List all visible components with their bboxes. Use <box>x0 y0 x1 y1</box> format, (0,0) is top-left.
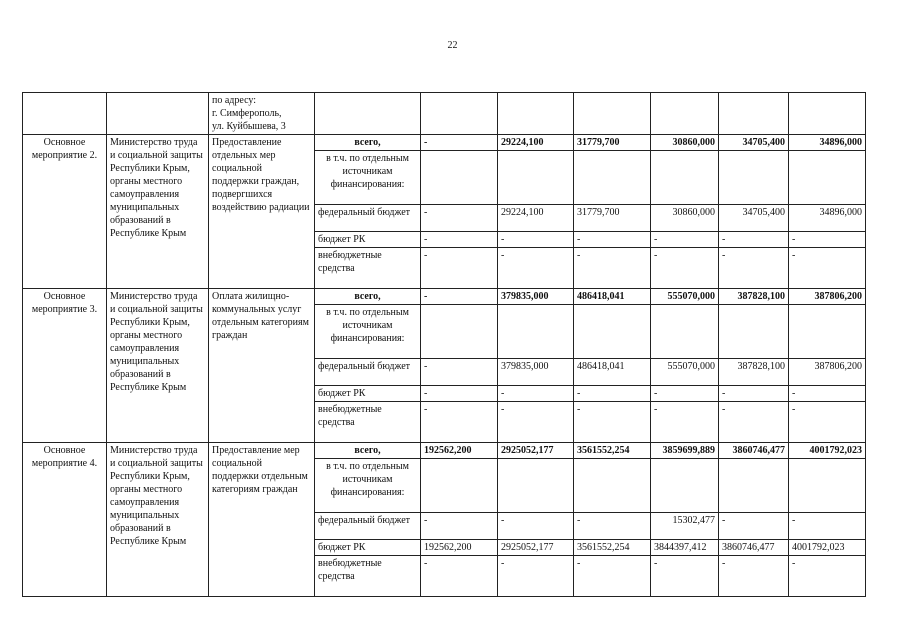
budget-table <box>22 92 866 597</box>
funding-value-cell: - <box>789 386 866 402</box>
funding-value-cell: - <box>574 402 651 443</box>
funding-value-cell: 31779,700 <box>574 205 651 232</box>
continuation-cell-executor <box>107 93 209 135</box>
funding-value-cell: - <box>421 232 498 248</box>
funding-value-cell: 486418,041 <box>574 289 651 305</box>
funding-source-label: в т.ч. по отдельным источникам финансирования: <box>315 151 421 205</box>
funding-value-cell: 486418,041 <box>574 359 651 386</box>
continuation-row <box>23 93 866 135</box>
funding-source-label: внебюджетные средства <box>315 248 421 289</box>
funding-value-cell <box>498 305 574 359</box>
funding-value-cell: - <box>719 402 789 443</box>
funding-source-label: внебюджетные средства <box>315 402 421 443</box>
funding-value-cell: 192562,200 <box>421 540 498 556</box>
funding-value-cell: 379835,000 <box>498 289 574 305</box>
funding-value-cell <box>651 459 719 513</box>
funding-value-cell: - <box>719 386 789 402</box>
funding-source-label: всего, <box>315 289 421 305</box>
funding-value-cell <box>789 459 866 513</box>
funding-value-cell: - <box>421 205 498 232</box>
funding-source-label: внебюджетные средства <box>315 556 421 597</box>
funding-source-label: бюджет РК <box>315 540 421 556</box>
funding-value-cell: - <box>421 402 498 443</box>
funding-source-label: бюджет РК <box>315 232 421 248</box>
funding-value-cell: 34896,000 <box>789 205 866 232</box>
funding-value-cell: 4001792,023 <box>789 540 866 556</box>
page-number: 22 <box>447 40 458 51</box>
funding-value-cell <box>421 459 498 513</box>
funding-value-cell: 15302,477 <box>651 513 719 540</box>
funding-value-cell: - <box>421 359 498 386</box>
funding-value-cell: - <box>574 386 651 402</box>
measure-name: Основное мероприятие 3. <box>23 289 107 443</box>
funding-value-cell: - <box>421 513 498 540</box>
funding-value-cell <box>498 459 574 513</box>
funding-value-cell: 4001792,023 <box>789 443 866 459</box>
funding-value-cell: 30860,000 <box>651 135 719 151</box>
funding-value-cell <box>574 151 651 205</box>
funding-value-cell: - <box>574 232 651 248</box>
funding-value-cell: - <box>789 248 866 289</box>
funding-value-cell <box>498 151 574 205</box>
funding-value-cell: 3860746,477 <box>719 540 789 556</box>
funding-source-label: федеральный бюджет <box>315 359 421 386</box>
funding-value-cell: 3859699,889 <box>651 443 719 459</box>
funding-value-cell: - <box>789 556 866 597</box>
funding-value-cell: - <box>574 248 651 289</box>
funding-value-cell: - <box>789 402 866 443</box>
funding-value-cell: 2925052,177 <box>498 540 574 556</box>
funding-source-label: федеральный бюджет <box>315 513 421 540</box>
funding-source-label: в т.ч. по отдельным источникам финансирования: <box>315 459 421 513</box>
funding-value-cell: 387806,200 <box>789 289 866 305</box>
funding-value-cell: 3561552,254 <box>574 443 651 459</box>
funding-value-cell: - <box>651 232 719 248</box>
funding-value-cell: - <box>421 248 498 289</box>
measure-description: Предоставление отдельных мер социальной поддержки граждан, подвергшихся воздействию радиации <box>209 135 315 289</box>
funding-value-cell: 34896,000 <box>789 135 866 151</box>
funding-value-cell: 387806,200 <box>789 359 866 386</box>
measure-executor: Министерство труда и социальной защиты Республики Крым, органы местного самоуправления муниципальных образований в Республике Крым <box>107 135 209 289</box>
measure-description: Оплата жилищно-коммунальных услуг отдельным категориям граждан <box>209 289 315 443</box>
funding-value-cell: - <box>421 386 498 402</box>
funding-value-cell: - <box>498 386 574 402</box>
funding-value-cell <box>574 305 651 359</box>
funding-value-cell: - <box>574 513 651 540</box>
funding-value-cell: 555070,000 <box>651 289 719 305</box>
funding-source-label: всего, <box>315 135 421 151</box>
funding-value-cell: 3844397,412 <box>651 540 719 556</box>
funding-value-cell <box>719 151 789 205</box>
funding-value-cell: 192562,200 <box>421 443 498 459</box>
funding-value-cell: - <box>789 232 866 248</box>
funding-value-cell <box>789 151 866 205</box>
funding-value-cell: - <box>498 556 574 597</box>
funding-value-cell: 379835,000 <box>498 359 574 386</box>
funding-value-cell <box>651 305 719 359</box>
funding-value-cell: 29224,100 <box>498 205 574 232</box>
funding-value-cell: - <box>421 556 498 597</box>
funding-value-cell: - <box>574 556 651 597</box>
funding-value-cell: 31779,700 <box>574 135 651 151</box>
measure-name: Основное мероприятие 2. <box>23 135 107 289</box>
funding-value-cell <box>719 459 789 513</box>
funding-value-cell: - <box>651 248 719 289</box>
funding-source-label: в т.ч. по отдельным источникам финансирования: <box>315 305 421 359</box>
funding-value-cell <box>421 151 498 205</box>
funding-value-cell: - <box>498 402 574 443</box>
funding-source-label: федеральный бюджет <box>315 205 421 232</box>
funding-value-cell: 387828,100 <box>719 289 789 305</box>
funding-value-cell: - <box>651 556 719 597</box>
funding-value-cell <box>421 305 498 359</box>
funding-value-cell <box>789 305 866 359</box>
funding-source-label: всего, <box>315 443 421 459</box>
measure-total-row <box>23 289 866 305</box>
measure-executor: Министерство труда и социальной защиты Республики Крым, органы местного самоуправления муниципальных образований в Республике Крым <box>107 443 209 597</box>
funding-value-cell: 2925052,177 <box>498 443 574 459</box>
funding-value-cell: - <box>498 232 574 248</box>
funding-value-cell: - <box>421 289 498 305</box>
funding-value-cell: 34705,400 <box>719 135 789 151</box>
funding-value-cell: - <box>498 513 574 540</box>
funding-value-cell: - <box>651 386 719 402</box>
funding-value-cell: - <box>789 513 866 540</box>
funding-value-cell: - <box>498 248 574 289</box>
measure-name: Основное мероприятие 4. <box>23 443 107 597</box>
funding-value-cell <box>574 459 651 513</box>
funding-value-cell: 34705,400 <box>719 205 789 232</box>
measure-total-row <box>23 135 866 151</box>
funding-value-cell: 30860,000 <box>651 205 719 232</box>
funding-value-cell: 3561552,254 <box>574 540 651 556</box>
measure-total-row <box>23 443 866 459</box>
measure-executor: Министерство труда и социальной защиты Республики Крым, органы местного самоуправления муниципальных образований в Республике Крым <box>107 289 209 443</box>
funding-value-cell: - <box>719 556 789 597</box>
funding-value-cell: 29224,100 <box>498 135 574 151</box>
funding-value-cell: 387828,100 <box>719 359 789 386</box>
funding-value-cell: 3860746,477 <box>719 443 789 459</box>
funding-value-cell <box>719 305 789 359</box>
measure-description: Предоставление мер социальной поддержки отдельным категориям граждан <box>209 443 315 597</box>
funding-source-label: бюджет РК <box>315 386 421 402</box>
funding-value-cell: - <box>421 135 498 151</box>
funding-value-cell: - <box>651 402 719 443</box>
continuation-cell-measure <box>23 93 107 135</box>
funding-value-cell: - <box>719 513 789 540</box>
continuation-address: по адресу: г. Симферополь, ул. Куйбышева, 3 <box>209 93 315 135</box>
funding-value-cell: - <box>719 232 789 248</box>
funding-value-cell: - <box>719 248 789 289</box>
funding-value-cell: 555070,000 <box>651 359 719 386</box>
funding-value-cell <box>651 151 719 205</box>
